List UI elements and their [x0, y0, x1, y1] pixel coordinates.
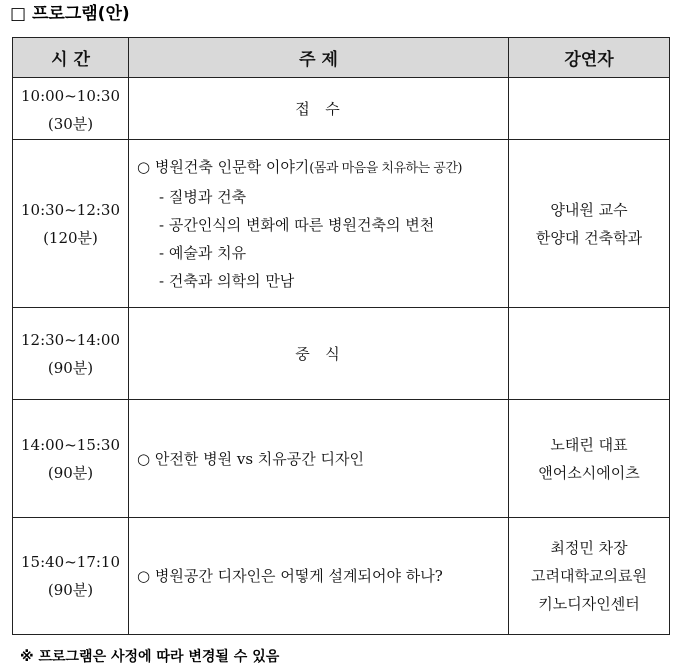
time-range: 10:30~12:30 [20, 200, 121, 219]
time-duration: (90분) [47, 463, 94, 482]
program-table [12, 37, 670, 635]
topic-main-text: ○ 병원건축 인문학 이야기 [137, 157, 310, 176]
speaker-cell [509, 400, 670, 518]
time-range: 15:40~17:10 [20, 553, 121, 571]
footnote: ※ 프로그램은 사정에 따라 변경될 수 있음 [20, 649, 280, 665]
speaker-affiliation: 한양대 건축학과 [535, 228, 643, 247]
header-speaker: 강연자 [509, 38, 670, 78]
time-duration: (90분) [47, 358, 94, 377]
time-cell [13, 140, 129, 308]
time-range: 10:00~10:30 [20, 87, 121, 105]
speaker-cell [509, 518, 670, 635]
header-time: 시 간 [13, 38, 129, 78]
topic-subtitle: (몸과 마음을 치유하는 공간) [309, 160, 462, 176]
table-row [13, 400, 670, 518]
time-cell [13, 78, 129, 140]
time-duration: (120분) [43, 228, 98, 247]
speaker-name: 양내원 교수 [550, 200, 628, 219]
topic-cell: ○ 안전한 병원 vs 치유공간 디자인 [129, 400, 509, 518]
table-row [13, 140, 670, 308]
header-topic: 주 제 [129, 38, 509, 78]
topic-cell: ○ 병원공간 디자인은 어떻게 설계되어야 하나? [129, 518, 509, 635]
table-header-row [13, 38, 670, 78]
speaker-cell [509, 140, 670, 308]
time-cell [13, 308, 129, 400]
topic-sub-item: - 공간인식의 변화에 따른 병원건축의 변천 [159, 215, 435, 234]
time-range: 14:00~15:30 [20, 435, 121, 454]
table-row [13, 78, 670, 140]
topic-cell [129, 140, 509, 308]
time-cell [13, 400, 129, 518]
topic-sub-item: - 예술과 치유 [159, 243, 247, 262]
topic-sub-item: - 건축과 의학의 만남 [159, 271, 295, 290]
speaker-cell [509, 308, 670, 400]
time-duration: (30분) [47, 115, 94, 133]
speaker-name: 노태린 대표 [550, 435, 628, 454]
speaker-affiliation: 고려대학교의료원 [531, 567, 647, 585]
topic-main [137, 153, 508, 183]
topic-cell: 접 수 [129, 78, 509, 140]
speaker-affiliation: 키노디자인센터 [538, 595, 640, 613]
table-row [13, 518, 670, 635]
time-duration: (90분) [47, 581, 94, 599]
time-range: 12:30~14:00 [20, 330, 121, 349]
time-cell [13, 518, 129, 635]
speaker-cell [509, 78, 670, 140]
topic-cell: 중 식 [129, 308, 509, 400]
table-row [13, 308, 670, 400]
topic-sub-item: - 질병과 건축 [159, 187, 247, 206]
speaker-affiliation: 앤어소시에이츠 [538, 463, 640, 482]
speaker-name: 최정민 차장 [550, 539, 628, 557]
section-heading: □ 프로그램(안) [10, 4, 130, 24]
